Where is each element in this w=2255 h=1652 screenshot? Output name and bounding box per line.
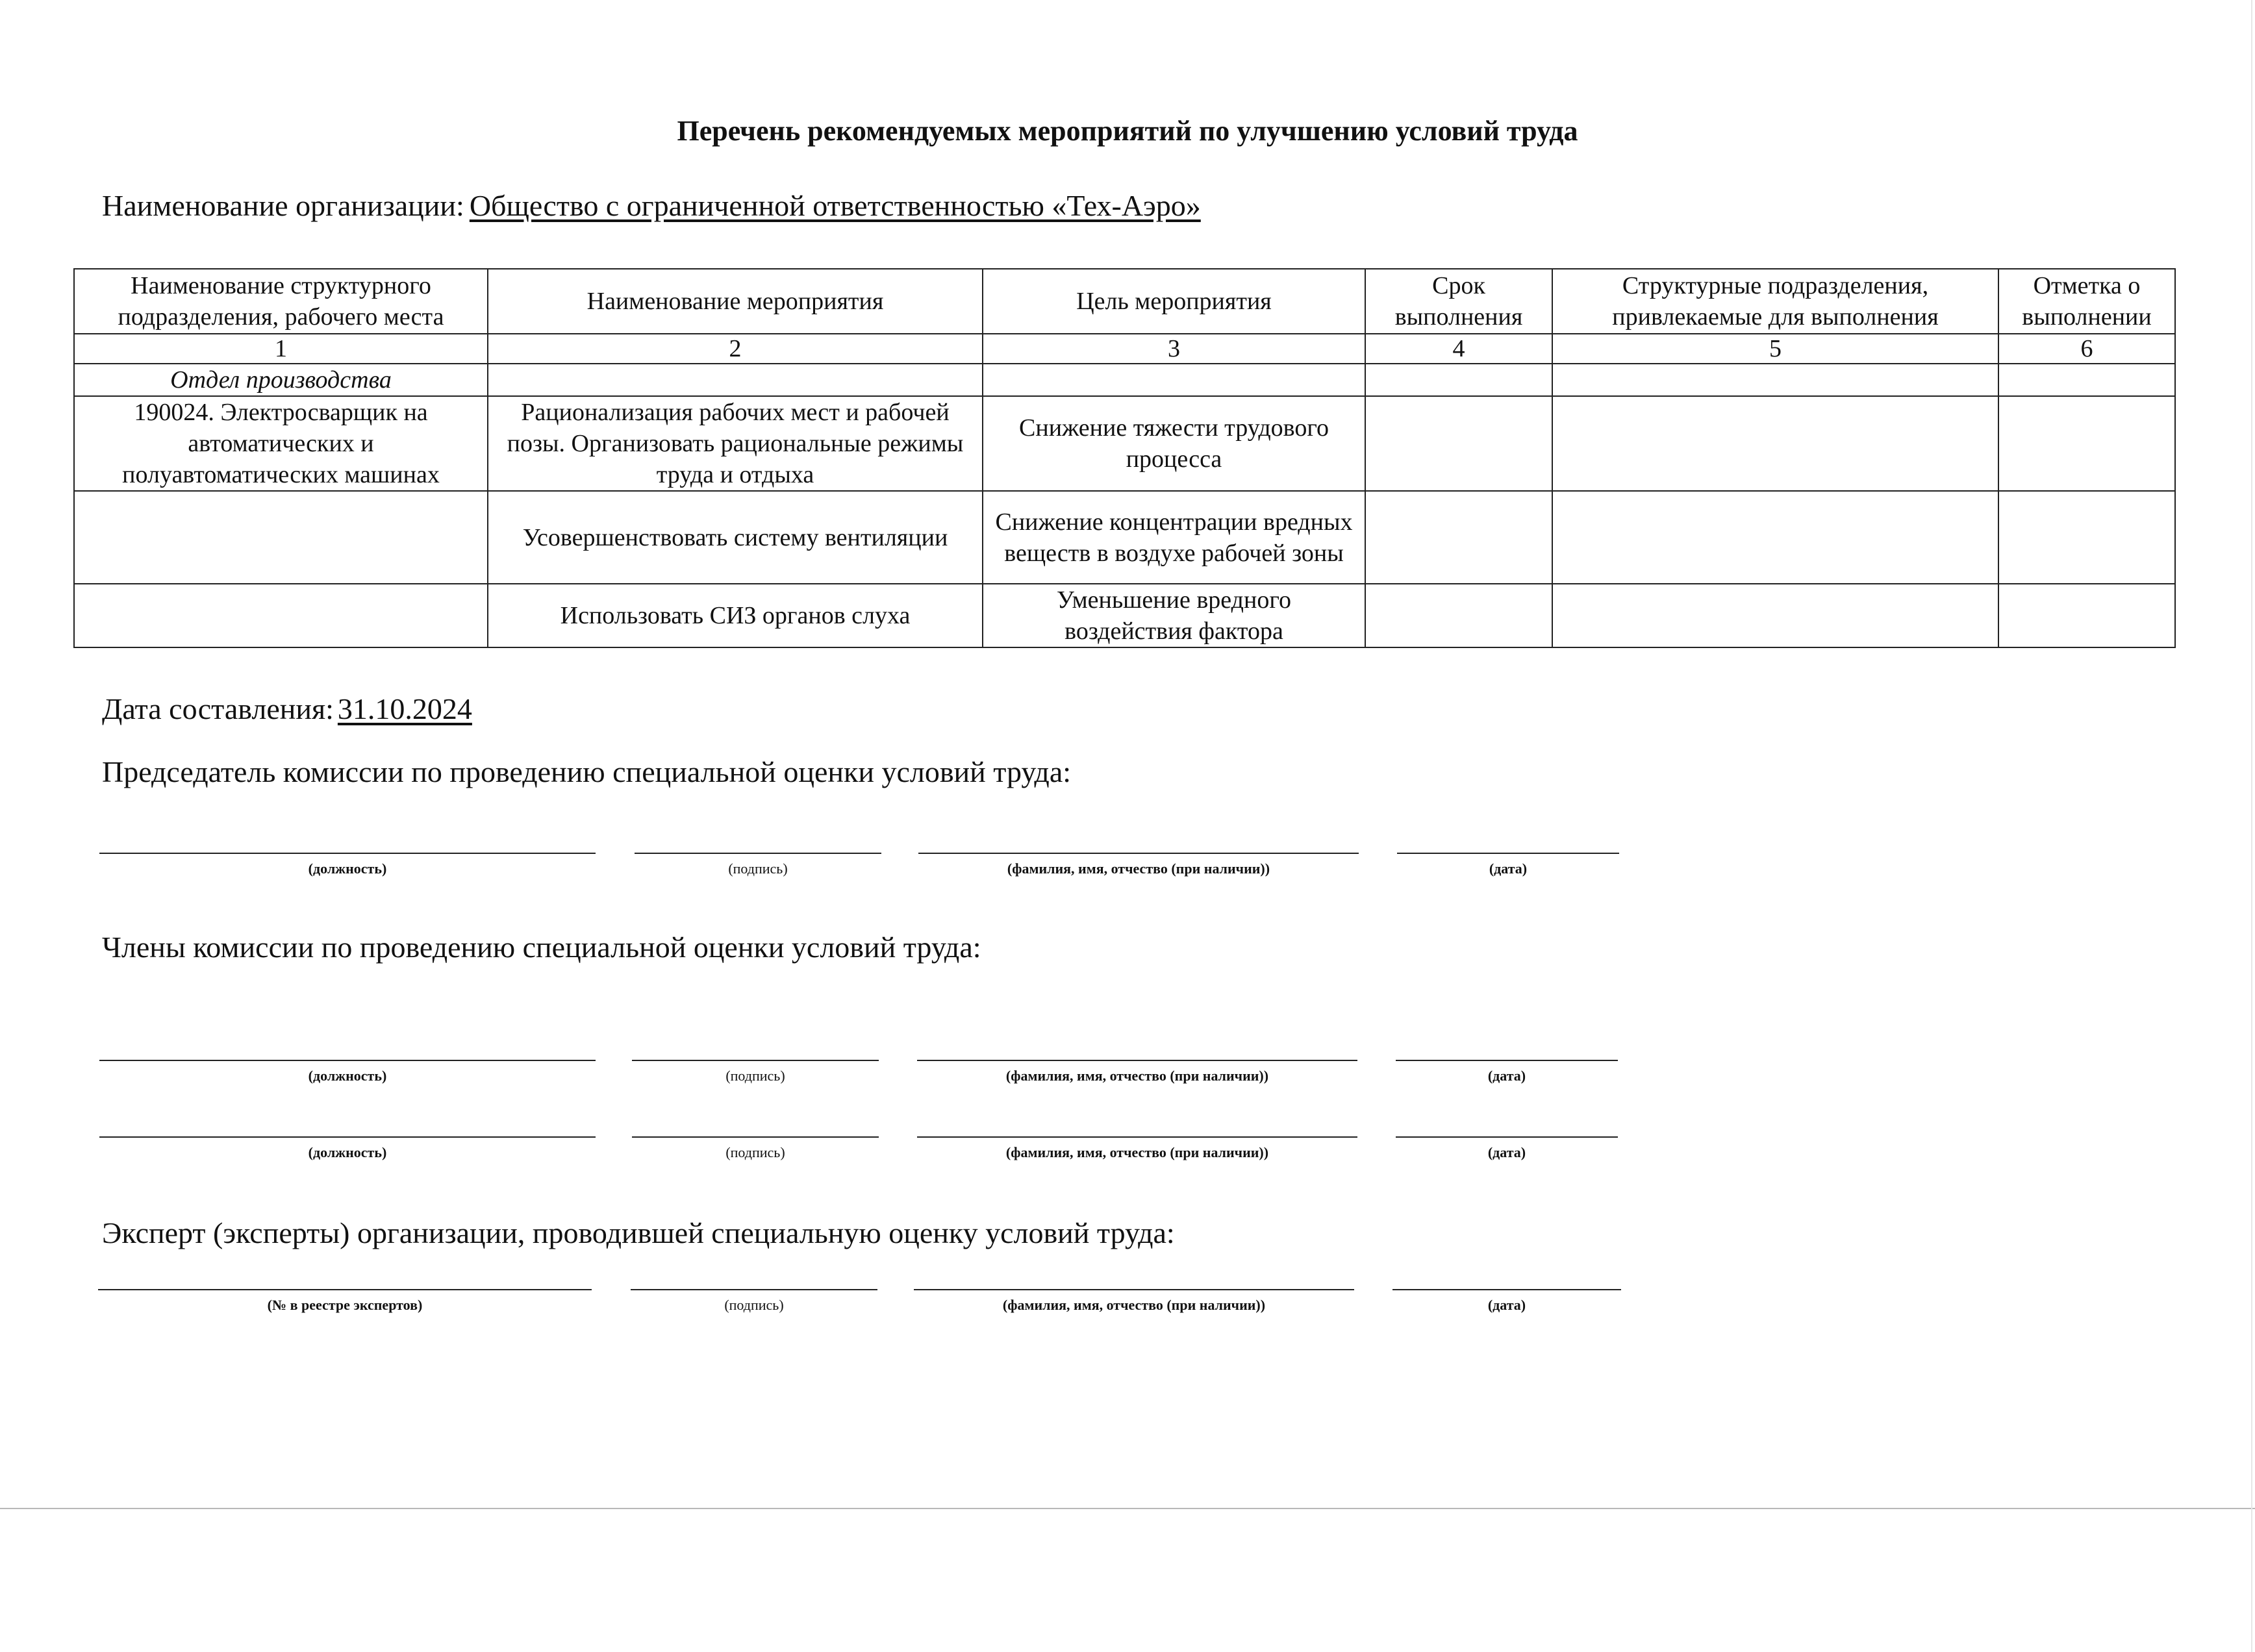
departments-cell	[1552, 491, 1998, 584]
header-deadline: Срок выполнения	[1365, 269, 1552, 334]
mark-cell	[1998, 491, 2175, 584]
goal-cell: Снижение тяжести трудового процесса	[983, 396, 1365, 491]
header-goal: Цель мероприятия	[983, 269, 1365, 334]
signature-field: (подпись)	[632, 1060, 879, 1084]
deadline-cell	[1365, 584, 1552, 647]
organization-line	[102, 188, 1216, 223]
mark-cell	[1998, 396, 2175, 491]
measure-cell: Усовершенствовать систему вентиляции	[488, 491, 983, 584]
column-number: 6	[1998, 334, 2175, 364]
table-row	[74, 584, 2175, 647]
column-number: 5	[1552, 334, 1998, 364]
workplace-cell	[74, 491, 488, 584]
signature-field: (подпись)	[635, 853, 881, 877]
goal-cell: Уменьшение вредного воздействия фактора	[983, 584, 1365, 647]
goal-cell: Снижение концентрации вредных веществ в воздухе рабочей зоны	[983, 491, 1365, 584]
full-name-field: (фамилия, имя, отчество (при наличии))	[917, 1136, 1357, 1161]
column-number: 2	[488, 334, 983, 364]
departments-cell	[1552, 584, 1998, 647]
table-cell	[1365, 364, 1552, 396]
measure-cell: Использовать СИЗ органов слуха	[488, 584, 983, 647]
member-signature-row	[0, 1060, 2255, 1099]
table-cell	[983, 364, 1365, 396]
date-field: (дата)	[1396, 1136, 1618, 1161]
chairman-signature-row	[0, 853, 2255, 892]
deadline-cell	[1365, 396, 1552, 491]
table-cell	[488, 364, 983, 396]
member-signature-row	[0, 1136, 2255, 1175]
members-heading: Члены комиссии по проведению специальной оценки условий труда:	[102, 931, 981, 964]
position-field: (должность)	[99, 1136, 596, 1161]
signature-field: (подпись)	[632, 1136, 879, 1161]
table-row	[74, 491, 2175, 584]
chairman-heading: Председатель комиссии по проведению специальной оценки условий труда:	[102, 755, 1072, 788]
mark-cell	[1998, 584, 2175, 647]
full-name-field: (фамилия, имя, отчество (при наличии))	[914, 1289, 1354, 1314]
date-field: (дата)	[1397, 853, 1619, 877]
expert-registry-number-field: (№ в реестре экспертов)	[98, 1289, 592, 1314]
column-number: 1	[74, 334, 488, 364]
expert-signature-row	[0, 1289, 2255, 1328]
workplace-cell	[74, 584, 488, 647]
organization-name: Общество с ограниченной ответственностью «Тех-Аэро»	[469, 189, 1201, 222]
position-field: (должность)	[99, 1060, 596, 1084]
position-field: (должность)	[99, 853, 596, 877]
column-number-row	[74, 334, 2175, 364]
date-field: (дата)	[1392, 1289, 1621, 1314]
compilation-date-value: 31.10.2024	[337, 692, 472, 725]
page-bottom-divider	[0, 1508, 2255, 1509]
date-field: (дата)	[1396, 1060, 1618, 1084]
full-name-field: (фамилия, имя, отчество (при наличии))	[917, 1060, 1357, 1084]
header-mark: Отметка о выполнении	[1998, 269, 2175, 334]
department-name: Отдел производства	[74, 364, 488, 396]
measure-cell: Рационализация рабочих мест и рабочей позы. Организовать рациональные режимы труда и отдыха	[488, 396, 983, 491]
compilation-date-line	[102, 692, 481, 726]
full-name-field: (фамилия, имя, отчество (при наличии))	[918, 853, 1359, 877]
header-workplace: Наименование структурного подразделения, рабочего места	[74, 269, 488, 334]
table-cell	[1552, 364, 1998, 396]
table-row	[74, 396, 2175, 491]
organization-label: Наименование организации:	[102, 189, 464, 222]
deadline-cell	[1365, 491, 1552, 584]
page-right-edge	[2251, 0, 2252, 1652]
table-cell	[1998, 364, 2175, 396]
department-row	[74, 364, 2175, 396]
signature-field: (подпись)	[631, 1289, 877, 1314]
departments-cell	[1552, 396, 1998, 491]
experts-heading: Эксперт (эксперты) организации, проводившей специальную оценку условий труда:	[102, 1216, 1175, 1249]
table-header-row	[74, 269, 2175, 334]
compilation-date-label: Дата составления:	[102, 692, 334, 725]
page-title: Перечень рекомендуемых мероприятий по улучшению условий труда	[677, 115, 1578, 147]
measures-table	[73, 268, 2176, 648]
column-number: 3	[983, 334, 1365, 364]
column-number: 4	[1365, 334, 1552, 364]
header-departments: Структурные подразделения, привлекаемые для выполнения	[1552, 269, 1998, 334]
header-measure: Наименование мероприятия	[488, 269, 983, 334]
workplace-cell: 190024. Электросварщик на автоматических и полуавтоматических машинах	[74, 396, 488, 491]
